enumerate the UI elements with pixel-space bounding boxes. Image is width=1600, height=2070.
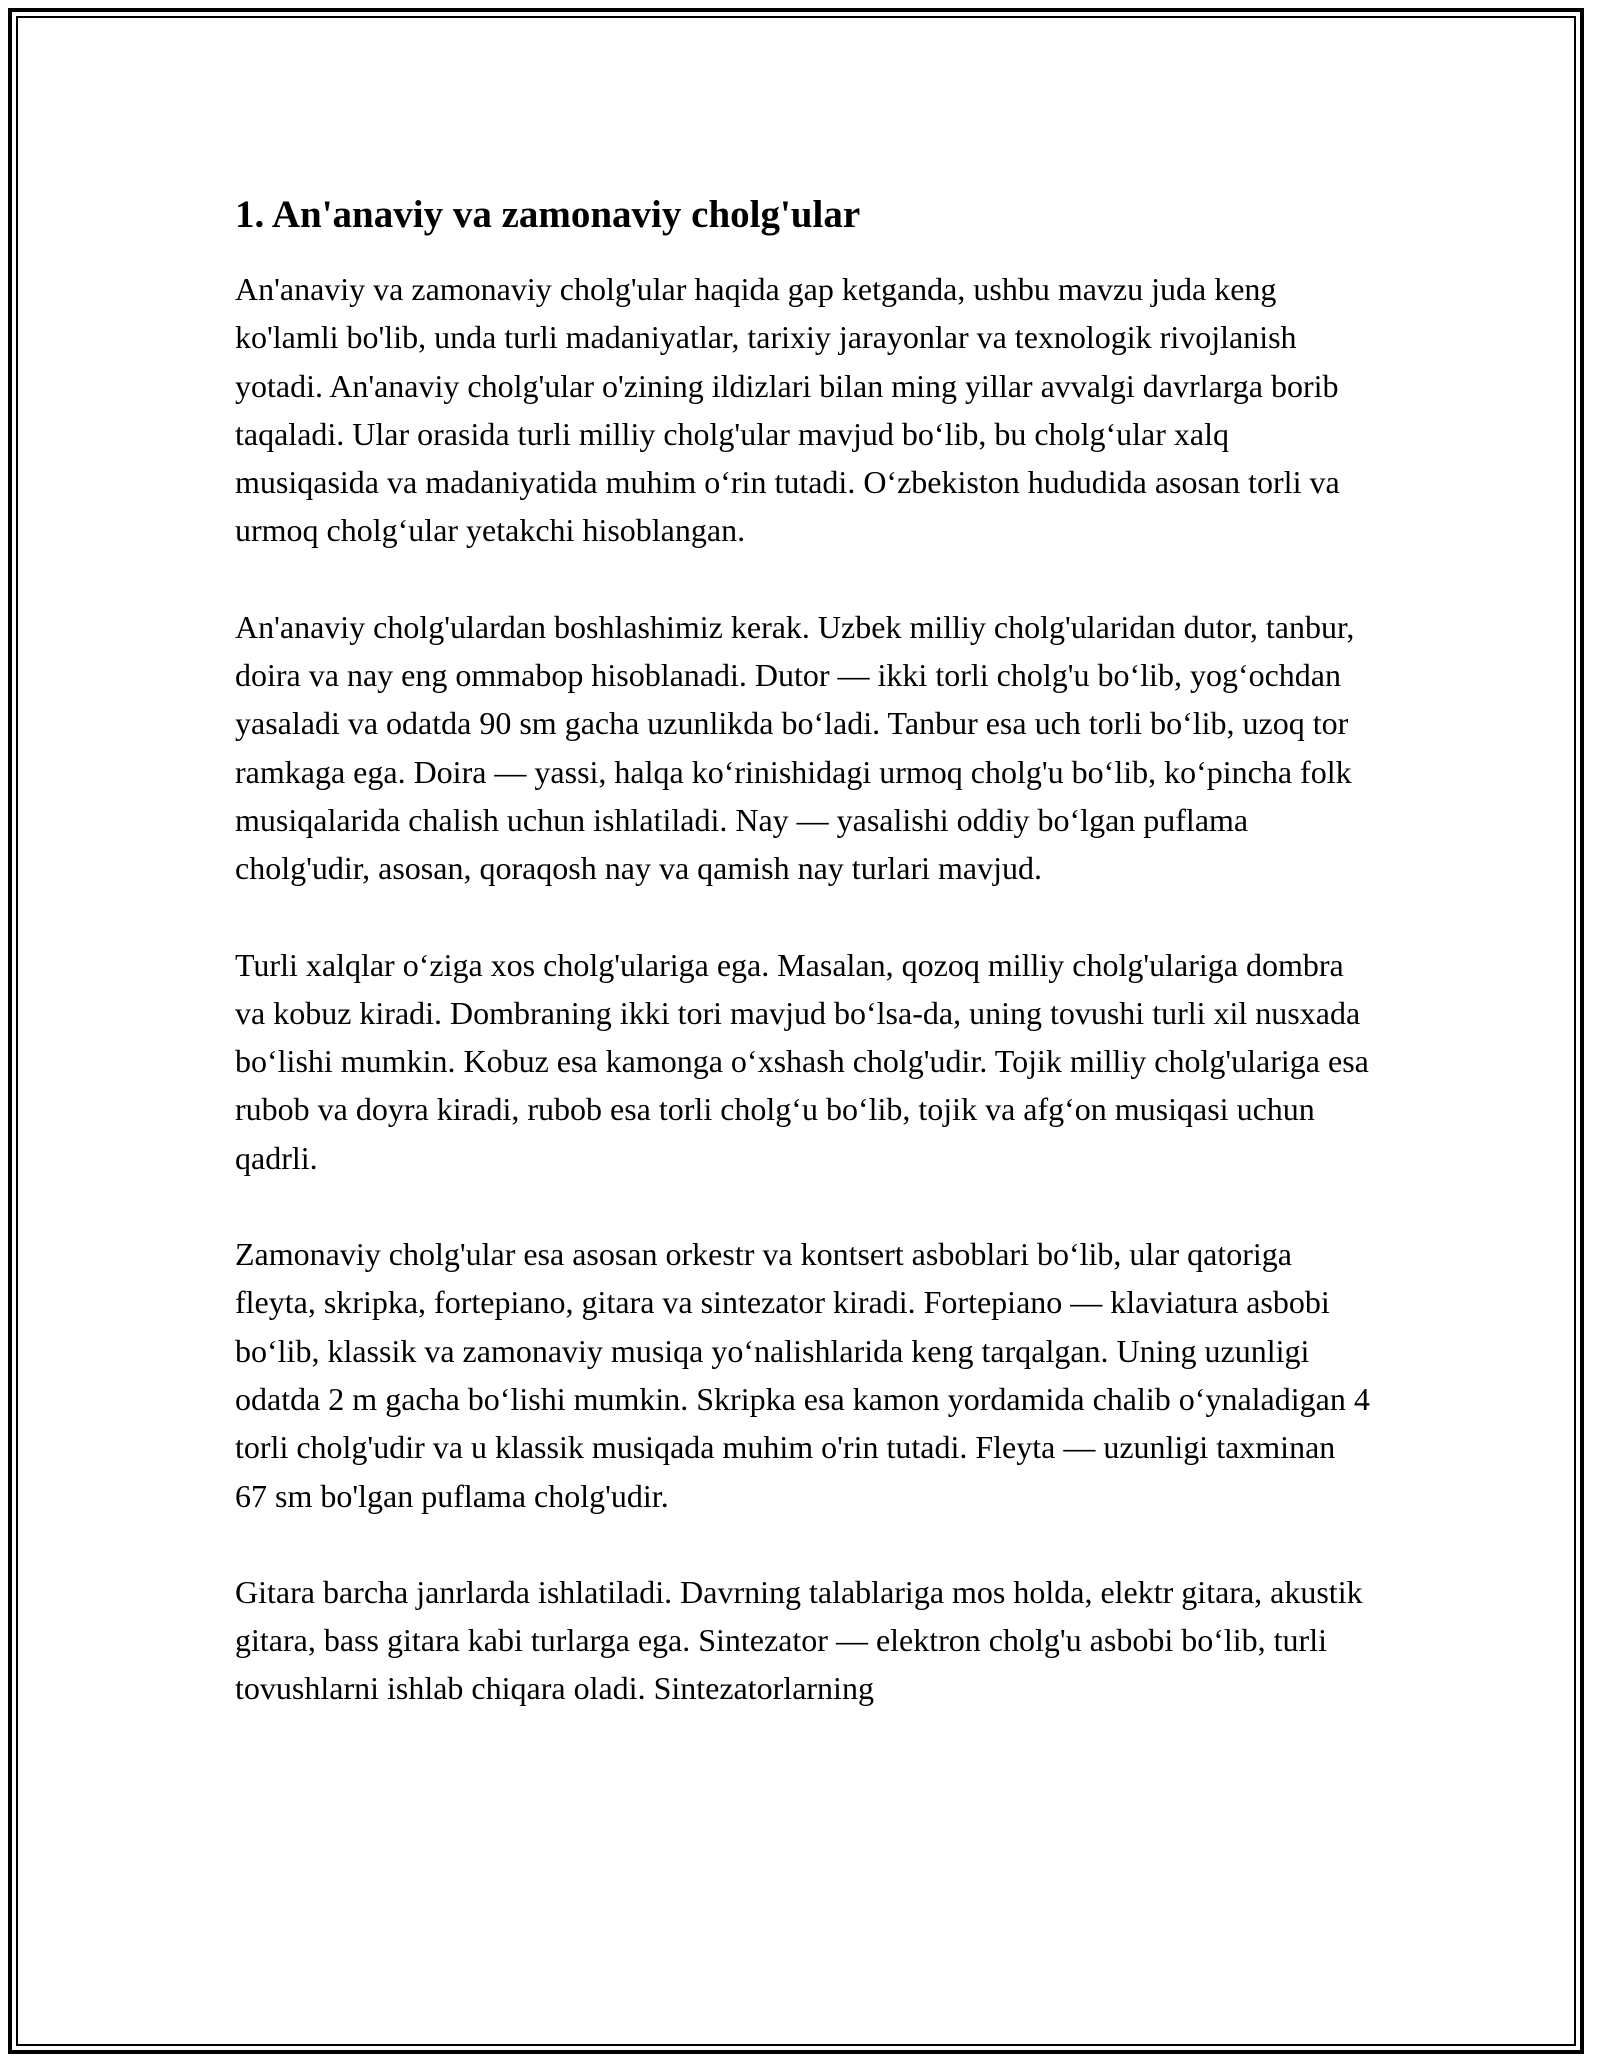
document-body [235, 188, 1370, 1761]
section-title: 1. An'anaviy va zamonaviy cholg'ular [235, 193, 861, 236]
paragraph-3: Turli xalqlar o‘ziga xos cholg'ulariga ega. Masalan, qozoq milliy cholg'ulariga dombra va kobuz kiradi. Dombraning ikki tori mavjud bo‘lsa-da, uning tovushi turli xil nusxada bo‘lishi mumkin. Kobuz esa kamonga o‘xshash cholg'udir. Tojik milliy cholg'ulariga esa rubob va doyra kiradi, rubob esa torli cholg‘u bo‘lib, tojik va afg‘on musiqasi uchun qadrli. [235, 946, 1369, 1176]
paragraph-2: An'anaviy cholg'ulardan boshlashimiz kerak. Uzbek milliy cholg'ularidan dutor, tanbur, doira va nay eng ommabop hisoblanadi. Dutor — ikki torli cholg'u bo‘lib, yog‘ochdan yasaladi va odatda 90 sm gacha uzunlikda bo‘ladi. Tanbur esa uch torli bo‘lib, uzoq tor ramkaga ega. Doira — yassi, halqa ko‘rinishidagi urmoq cholg'u bo‘lib, ko‘pincha folk musiqalarida chalish uchun ishlatiladi. Nay — yasalishi oddiy bo‘lgan puflama cholg'udir, asosan, qoraqosh nay va qamish nay turlari mavjud. [235, 608, 1355, 887]
paragraph-4: Zamonaviy cholg'ular esa asosan orkestr va kontsert asboblari bo‘lib, ular qatoriga fleyta, skripka, fortepiano, gitara va sintezator kiradi. Fortepiano — klaviatura asbobi bo‘lib, klassik va zamonaviy musiqa yo‘nalishlarida keng tarqalgan. Uning uzunligi odatda 2 m gacha bo‘lishi mumkin. Skripka esa kamon yordamida chalib o‘ynaladigan 4 torli cholg'udir va u klassik musiqada muhim o'rin tutadi. Fleyta — uzunligi taxminan 67 sm bo'lgan puflama cholg'udir. [235, 1236, 1370, 1514]
paragraph-5: Gitara barcha janrlarda ishlatiladi. Davrning talablariga mos holda, elektr gitara, akustik gitara, bass gitara kabi turlarga ega. Sintezator — elektron cholg'u asbobi bo‘lib, turli tovushlarni ishlab chiqara oladi. Sintezatorlarning [235, 1573, 1363, 1707]
paragraph-1: An'anaviy va zamonaviy cholg'ular haqida gap ketganda, ushbu mavzu juda keng ko'lamli bo'lib, unda turli madaniyatlar, tarixiy jarayonlar va texnologik rivojlanish yotadi. An'anaviy cholg'ular o'zining ildizlari bilan ming yillar avvalgi davrlarga borib taqaladi. Ular orasida turli milliy cholg'ular mavjud bo‘lib, bu cholg‘ular xalq musiqasida va madaniyatida muhim o‘rin tutadi. O‘zbekiston hududida asosan torli va urmoq cholg‘ular yetakchi hisoblangan. [235, 271, 1340, 549]
